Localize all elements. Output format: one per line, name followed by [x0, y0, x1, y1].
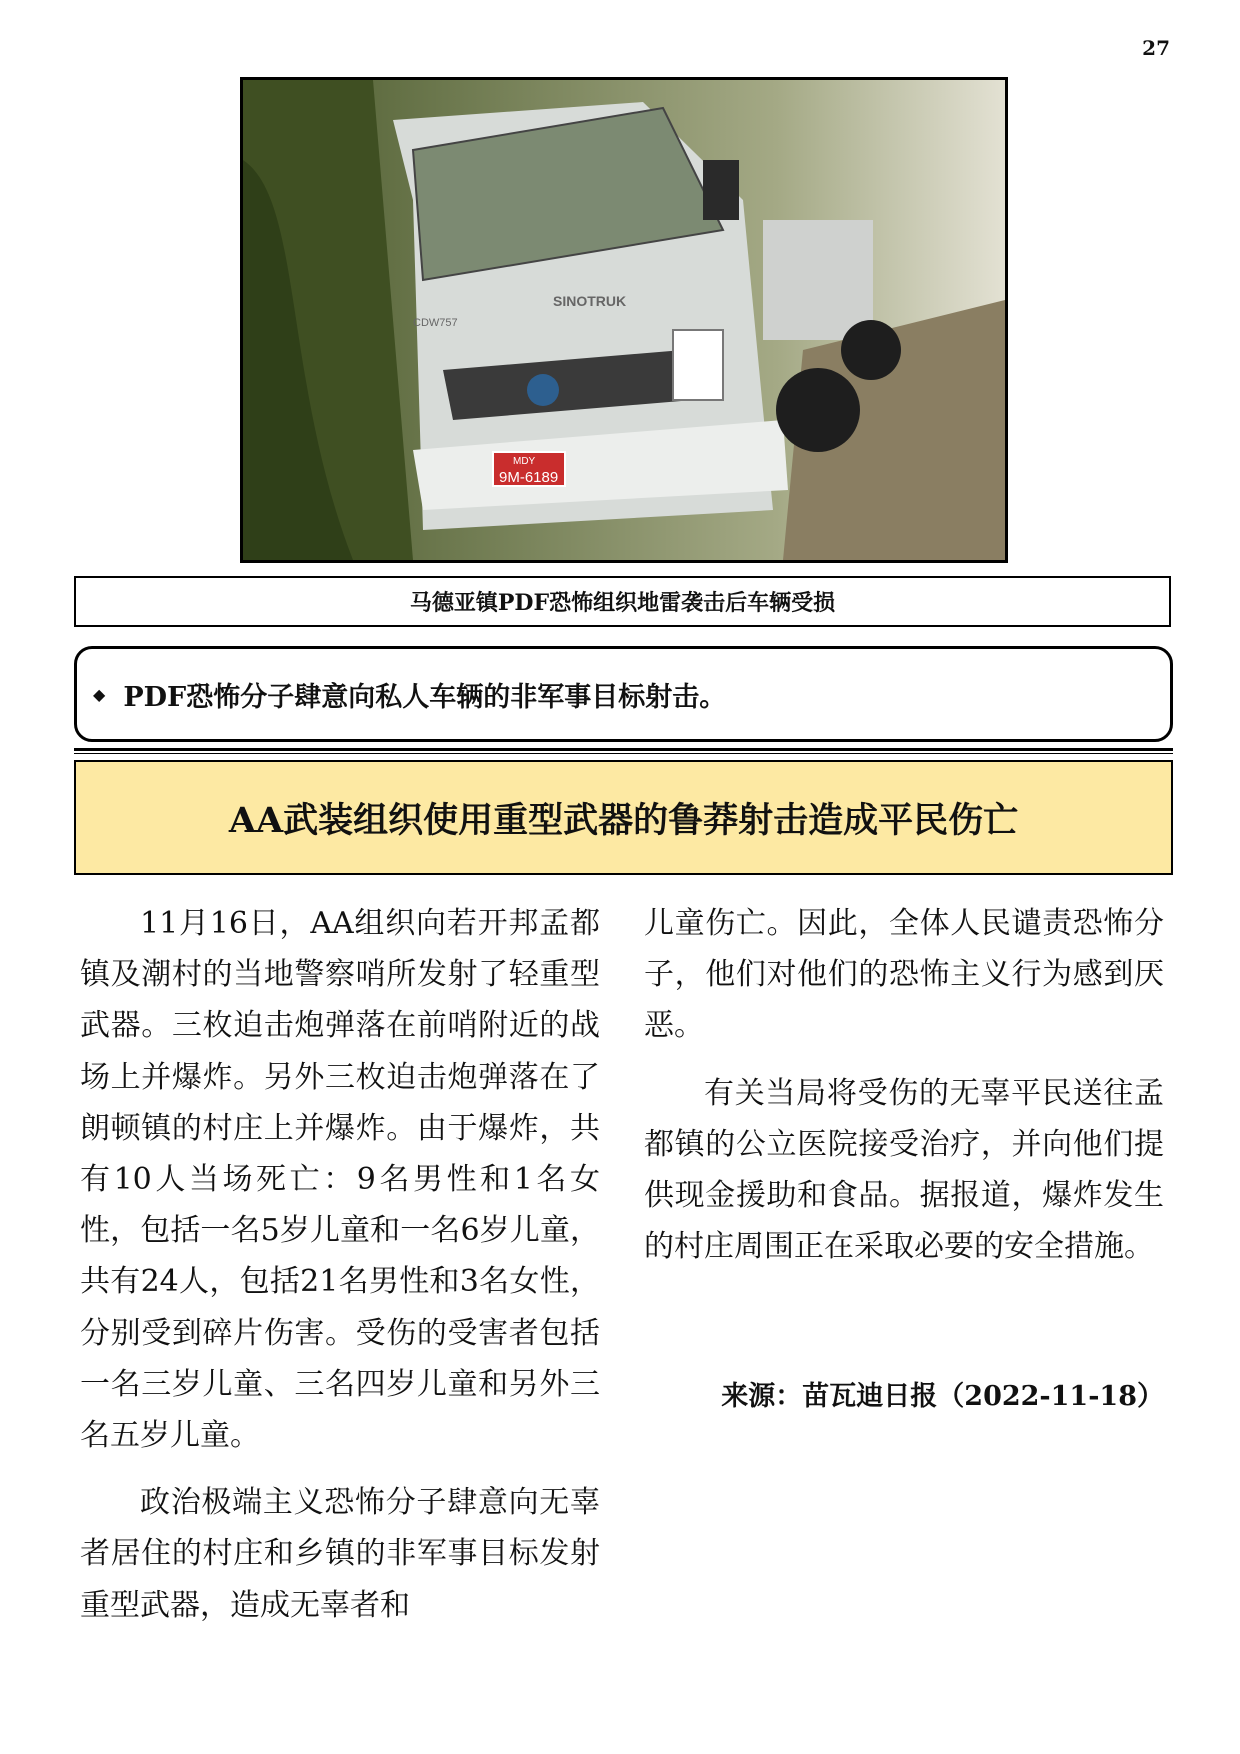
paragraph: 有关当局将受伤的无辜平民送往孟都镇的公立医院接受治疗，并向他们提供现金援助和食品。据报道，爆炸发生的村庄周围正在采取必要的安全措施。 [644, 1075, 1164, 1265]
license-plate-region: MDY [513, 456, 536, 467]
source-attribution: 来源：苗瓦迪日报（2022-11-18） [721, 1381, 1164, 1412]
paragraph: 政治极端主义恐怖分子肆意向无辜者居住的村庄和乡镇的非军事目标发射重型武器，造成无辜者和 [80, 1485, 600, 1623]
truck-brand-text: SINOTRUK [553, 293, 627, 309]
article-column-left [80, 898, 600, 1647]
paragraph: 儿童伤亡。因此，全体人民谴责恐怖分子，他们对他们的恐怖主义行为感到厌恶。 [644, 906, 1164, 1044]
damaged-truck-photo [240, 77, 1008, 563]
bullet-callout [74, 646, 1173, 742]
photo-caption [74, 576, 1171, 627]
license-plate-number: 9M-6189 [499, 469, 559, 486]
diamond-bullet-icon: ◆ [93, 684, 106, 704]
page-number: 27 [1142, 36, 1170, 60]
caption-text: 马德亚镇PDF恐怖组织地雷袭击后车辆受损 [409, 590, 836, 616]
truck-model-text: CDW757 [413, 317, 458, 329]
headline-text: AA武装组织使用重型武器的鲁莽射击造成平民伤亡 [228, 799, 1019, 841]
bullet-text: PDF恐怖分子肆意向私人车辆的非军事目标射击。 [123, 681, 727, 713]
article-column-right [644, 898, 1164, 1288]
article-headline [74, 760, 1173, 875]
section-divider [74, 748, 1173, 754]
paragraph: 11月16日，AA组织向若开邦孟都镇及潮村的当地警察哨所发射了轻重型武器。三枚迫击炮弹落在前哨附近的战场上并爆炸。另外三枚迫击炮弹落在了朗顿镇的村庄上并爆炸。由于爆炸，共有10人当场死亡：9名男性和1名女性，包括一名5岁儿童和一名6岁儿童，共有24人，包括21名男性和3名女性，分别受到碎片伤害。受伤的受害者包括一名三岁儿童、三名四岁儿童和另外三名五岁儿童。 [80, 906, 600, 1454]
